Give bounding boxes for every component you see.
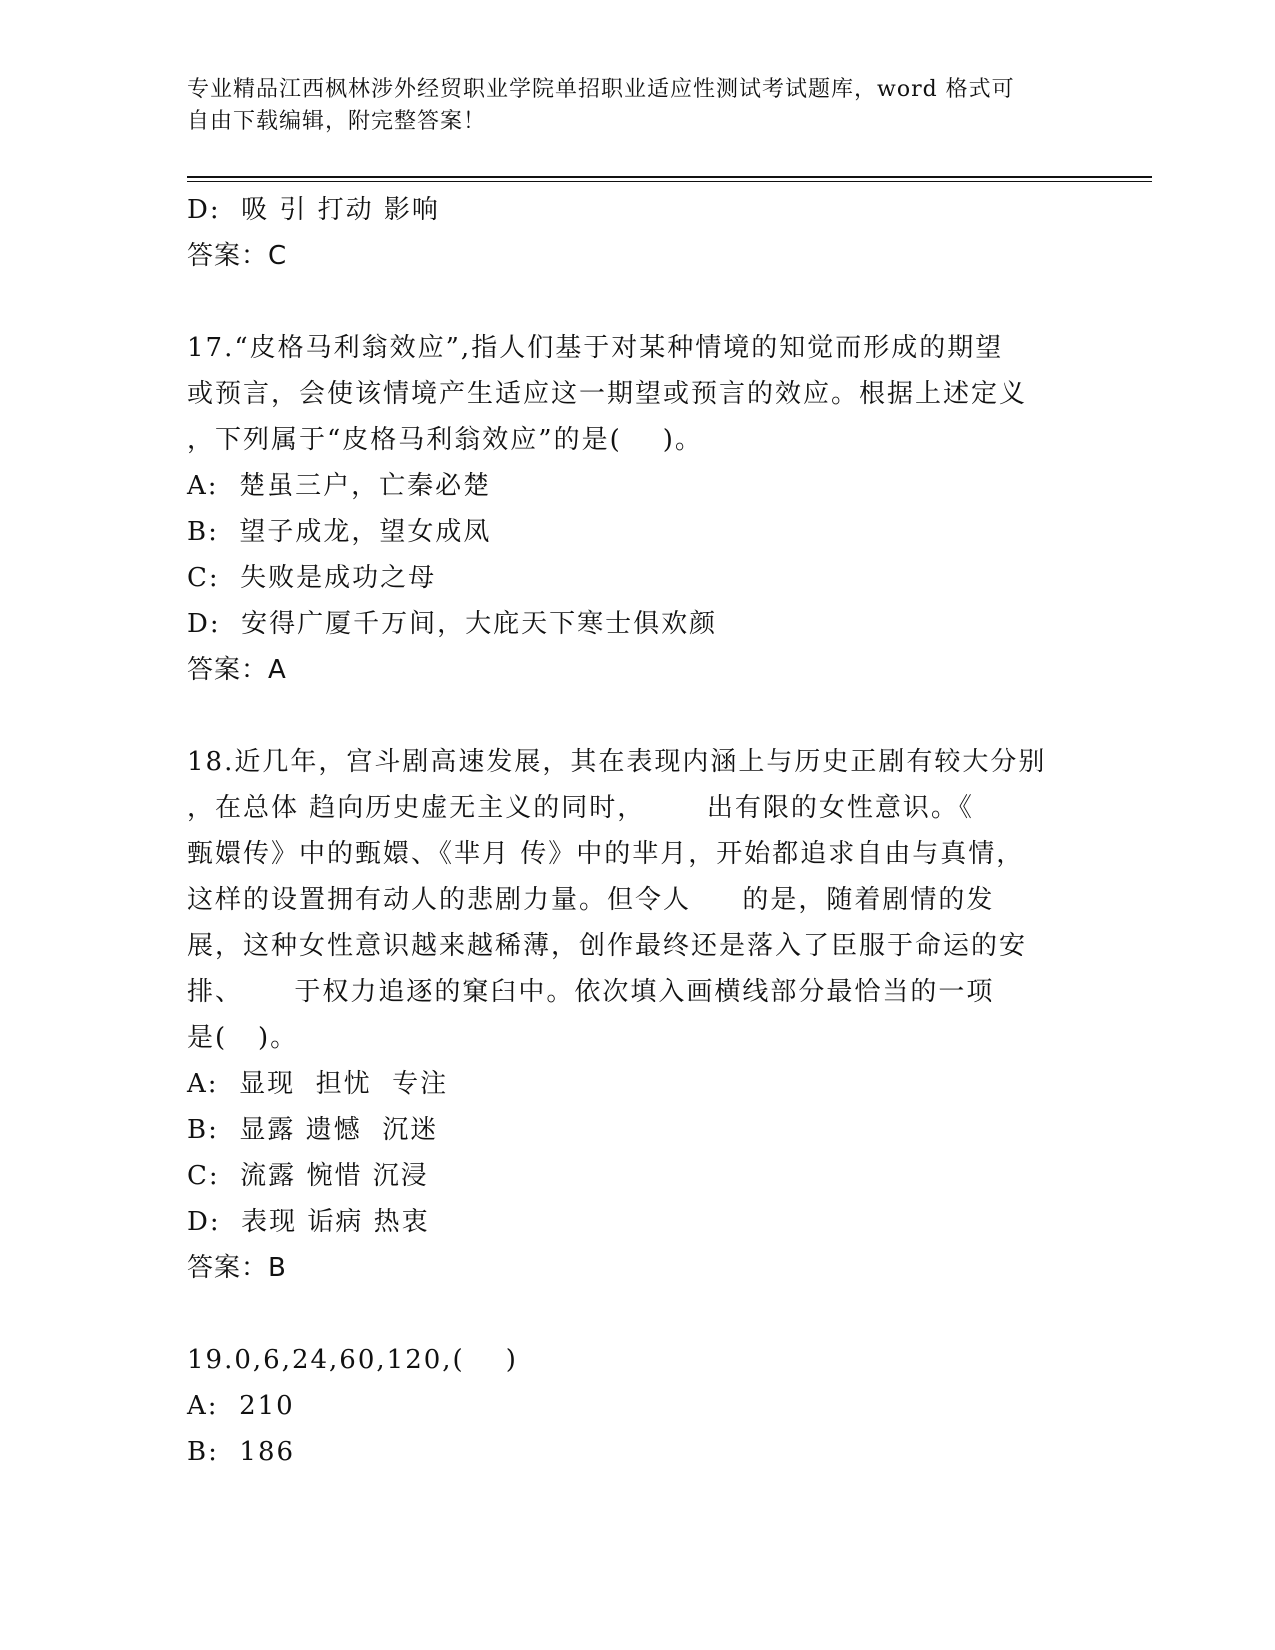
- option-d: D: 表现 诟病 热衷: [187, 1207, 430, 1237]
- question-text-line: 或预言，会使该情境产生适应这一期望或预言的效应。根据上述定义: [187, 379, 1028, 409]
- question-17: [187, 325, 1067, 693]
- option-c: C: 流露 惋惜 沉浸: [187, 1161, 429, 1191]
- option-b: B: 显露 遗憾 沉迷: [187, 1115, 439, 1145]
- option-a: A: 显现 担忧 专注: [187, 1069, 449, 1099]
- question-text-line: 甄嬛传》中的甄嬛、《芈月 传》中的芈月，开始都追求自由与真情，: [187, 839, 1025, 869]
- option-d: D: 安得广厦千万间，大庇天下寒士俱欢颜: [187, 609, 718, 639]
- answer: 答案：C: [187, 241, 288, 271]
- question-19: [187, 1337, 1067, 1475]
- answer: 答案：B: [187, 1253, 287, 1283]
- spacer: [187, 279, 1067, 325]
- question-text-line: 18.近几年，宫斗剧高速发展，其在表现内涵上与历史正剧有较大分别: [187, 747, 1047, 777]
- header-rule-thick: [187, 176, 1152, 178]
- question-text-line: ，下列属于“皮格马利翁效应”的是( )。: [187, 425, 703, 455]
- spacer: [187, 1291, 1067, 1337]
- header-rule-thin: [187, 181, 1152, 182]
- option-b: B: 望子成龙，望女成凤: [187, 517, 492, 547]
- spacer: [187, 693, 1067, 739]
- question-text-line: ，在总体 趋向历史虚无主义的同时， 出有限的女性意识。《: [187, 793, 974, 823]
- option-a: A: 楚虽三户，亡秦必楚: [187, 471, 492, 501]
- header-line-2: 自由下载编辑，附完整答案！: [187, 109, 487, 134]
- question-text-line: 排、 于权力追逐的窠臼中。依次填入画横线部分最恰当的一项: [187, 977, 995, 1007]
- question-text-line: 19.0,6,24,60,120,( ): [187, 1345, 518, 1375]
- document-body: [187, 187, 1067, 1475]
- question-text-line: 展，这种女性意识越来越稀薄，创作最终还是落入了臣服于命运的安: [187, 931, 1028, 961]
- option-c: C: 失败是成功之母: [187, 563, 437, 593]
- option-b: B: 186: [187, 1437, 296, 1467]
- question-18: [187, 739, 1067, 1291]
- page-header: [187, 74, 1087, 138]
- answer: 答案：A: [187, 655, 287, 685]
- option-a: A: 210: [187, 1391, 295, 1421]
- option-d: D: 吸 引 打动 影响: [187, 195, 440, 225]
- question-text-line: 是( )。: [187, 1023, 299, 1053]
- header-line-1: 专业精品江西枫林涉外经贸职业学院单招职业适应性测试考试题库，word 格式可: [187, 77, 1015, 102]
- question-16-tail: [187, 187, 1067, 279]
- question-text-line: 17.“皮格马利翁效应”,指人们基于对某种情境的知觉而形成的期望: [187, 333, 1004, 363]
- question-text-line: 这样的设置拥有动人的悲剧力量。但令人 的是，随着剧情的发: [187, 885, 995, 915]
